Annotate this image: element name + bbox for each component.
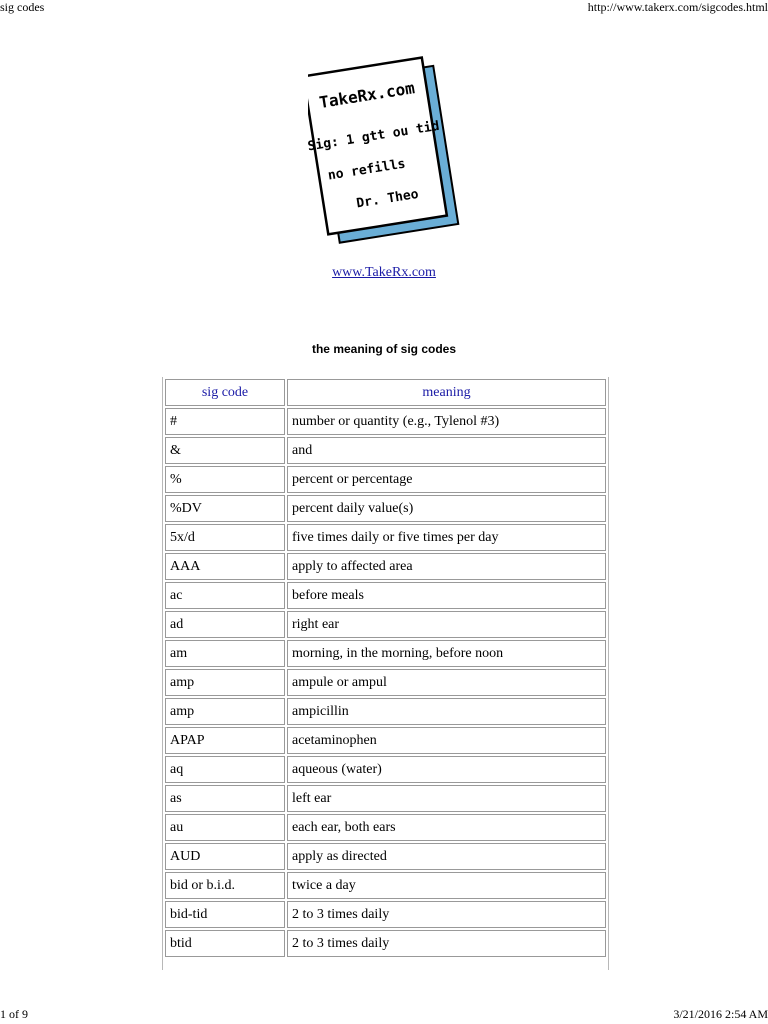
meaning-cell: right ear [287,611,606,638]
sig-code-cell: # [165,408,285,435]
meaning-cell: 2 to 3 times daily [287,930,606,957]
sig-code-cell: au [165,814,285,841]
page-url-header: http://www.takerx.com/sigcodes.html [587,0,768,14]
table-row [165,669,606,696]
meaning-cell: number or quantity (e.g., Tylenol #3) [287,408,606,435]
table-row [165,437,606,464]
sig-code-cell: 5x/d [165,524,285,551]
sig-code-cell: AUD [165,843,285,870]
table-row [165,582,606,609]
meaning-cell: percent or percentage [287,466,606,493]
sig-code-cell: bid-tid [165,901,285,928]
table-row [165,553,606,580]
sig-code-cell: am [165,640,285,667]
column-header-sig-code: sig code [165,379,285,406]
meaning-cell: five times daily or five times per day [287,524,606,551]
table-row [165,698,606,725]
meaning-cell: 2 to 3 times daily [287,901,606,928]
sig-code-cell: & [165,437,285,464]
table-row [165,727,606,754]
sig-code-cell: amp [165,698,285,725]
table-row [165,930,606,957]
table-row [165,640,606,667]
page-number: 1 of 9 [0,1007,28,1021]
table-header-row [165,379,606,406]
table-row [165,756,606,783]
logo-line-2: Sig: 1 gtt ou tid [308,118,441,155]
sig-code-cell: btid [165,930,285,957]
logo-line-3: no refills [326,156,407,184]
site-link-container [0,265,768,281]
section-title: the meaning of sig codes [311,342,457,356]
logo-line-1: TakeRx.com [317,78,417,113]
table-row [165,408,606,435]
takerx-link[interactable]: www.TakeRx.com [332,265,436,280]
meaning-cell: each ear, both ears [287,814,606,841]
table-row [165,466,606,493]
sig-code-cell: aq [165,756,285,783]
table-row [165,814,606,841]
table-row [165,843,606,870]
meaning-cell: ampule or ampul [287,669,606,696]
table-row [165,611,606,638]
column-header-meaning: meaning [287,379,606,406]
meaning-cell: and [287,437,606,464]
page-title-header: sig codes [0,0,45,14]
meaning-cell: ampicillin [287,698,606,725]
logo-line-4: Dr. Theo [355,186,420,212]
table-row [165,785,606,812]
takerx-logo [308,56,468,251]
sig-code-cell: APAP [165,727,285,754]
sig-code-cell: as [165,785,285,812]
sig-codes-table [163,377,608,959]
sig-codes-table-wrap [162,377,609,970]
meaning-cell: aqueous (water) [287,756,606,783]
sig-code-cell: bid or b.i.d. [165,872,285,899]
meaning-cell: before meals [287,582,606,609]
sig-code-cell: %DV [165,495,285,522]
meaning-cell: percent daily value(s) [287,495,606,522]
table-row [165,495,606,522]
sig-code-cell: AAA [165,553,285,580]
table-row [165,524,606,551]
print-timestamp: 3/21/2016 2:54 AM [673,1007,768,1021]
meaning-cell: acetaminophen [287,727,606,754]
sig-code-cell: ac [165,582,285,609]
table-row [165,901,606,928]
meaning-cell: morning, in the morning, before noon [287,640,606,667]
table-row [165,872,606,899]
meaning-cell: left ear [287,785,606,812]
sig-code-cell: ad [165,611,285,638]
sig-code-cell: % [165,466,285,493]
meaning-cell: twice a day [287,872,606,899]
sig-code-cell: amp [165,669,285,696]
meaning-cell: apply to affected area [287,553,606,580]
meaning-cell: apply as directed [287,843,606,870]
